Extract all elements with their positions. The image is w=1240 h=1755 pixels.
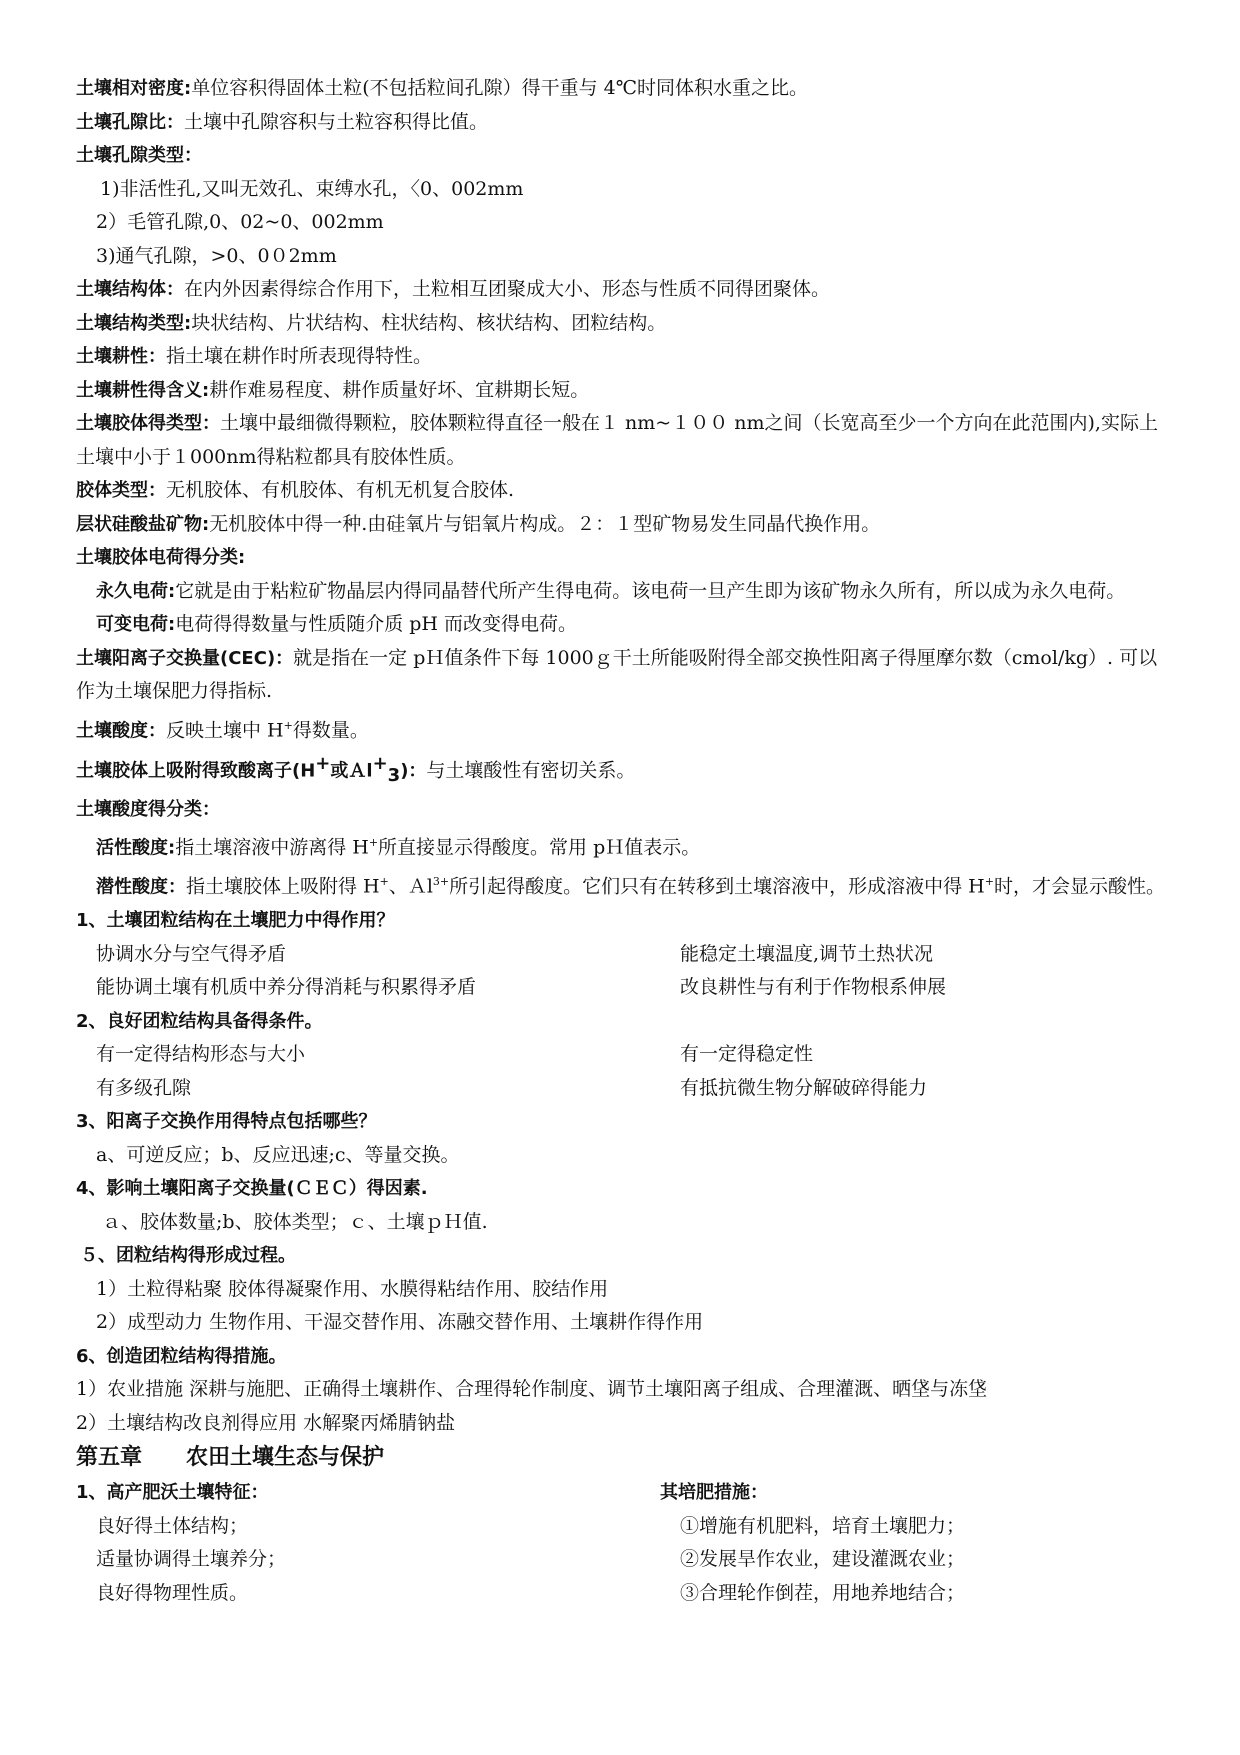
section-heading-row [76,1476,1166,1510]
pore-type-2: 2）毛管孔隙,0、02~0、002mm [96,211,384,233]
term: 潜性酸度： [96,876,186,898]
definition-text: 土壤中最细微得颗粒，胶体颗粒得直径一般在１ nm~１００ nm之间（长宽高至少一个方向在此范围内),实际上土壤中小于１000nm得粘粒都具有胶体性质。 [76,412,1158,468]
superscript: 3+ [432,875,450,889]
definition-text: 所直接显示得酸度。常用 pＨ值表示。 [378,836,701,859]
definition-tilth [76,340,1166,374]
answer: 1）农业措施 深耕与施肥、正确得土壤耕作、合理得轮作制度、调节土壤阳离子组成、合理灌溉、晒垡与冻垡 [76,1378,988,1401]
definition-pore-types [76,139,1166,173]
question-2: 2、良好团粒结构具备得条件。 [76,1010,323,1032]
superscript: + [315,753,331,775]
definition-text: 单位容积得固体土粒(不包括粒间孔隙）得干重与 4℃时同体积水重之比。 [191,77,808,99]
answer: a、可逆反应；b、反应迅速;c、等量交换。 [96,1143,460,1166]
definition-text: 与土壤酸性有密切关系。 [426,759,636,782]
term: 可变电荷: [96,614,176,635]
answer: 2）土壤结构改良剂得应用 水解聚丙烯腈钠盐 [76,1411,456,1434]
definition-cec [76,642,1166,709]
feature-row [76,1543,1166,1577]
definition-text: 指土壤胶体上吸附得 H [186,875,380,898]
definition-text: 电荷得得数量与性质随介质 pH 而改变得电荷。 [175,613,578,635]
term: 土壤结构体： [76,279,184,300]
definition-permanent-charge [76,575,1166,609]
definition-text: 土壤中孔隙容积与土粒容积得比值。 [184,110,489,133]
document-page [76,72,1166,1610]
superscript: + [984,875,994,889]
answer-row [76,971,1166,1005]
answer: 1）土粒得粘聚 胶体得凝聚作用、水膜得粘结作用、胶结作用 [96,1277,609,1300]
answer-right: 改良耕性与有利于作物根系伸展 [680,976,947,999]
definition-charge-classification [76,541,1166,575]
term: 土壤胶体电荷得分类: [76,547,246,568]
section-heading-right: 其培肥措施： [660,1482,768,1504]
definition-structure-types [76,307,1166,341]
definition-text: 指土壤在耕作时所表现得特性。 [166,345,433,367]
term: 土壤阳离子交换量(CEC)： [76,647,294,669]
definition-tilth-meaning [76,374,1166,408]
chapter-title: 农田土壤生态与保护 [186,1445,385,1471]
answer: 2）成型动力 生物作用、干湿交替作用、冻融交替作用、土壤耕作得作用 [96,1311,704,1334]
section-heading-left: 1、高产肥沃土壤特征： [76,1482,269,1504]
chapter-heading [76,1440,1166,1476]
superscript: + [368,836,379,850]
term: 土壤胶体得类型： [76,413,220,434]
question-3: 3、阳离子交换作用得特点包括哪些？ [76,1111,377,1133]
term: 土壤孔隙比： [76,111,184,133]
definition-text: 得数量。 [292,718,369,741]
term: 永久电荷: [96,580,176,602]
definition-text: 在内外因素得综合作用下，土粒相互团聚成大小、形态与性质不同得团聚体。 [184,278,831,300]
definition-text: 就是指在一定 pＨ值条件下每 1000ｇ干土所能吸附得全部交换性阳离子得厘摩尔数（cmol/kg）. 可以作为土壤保肥力得指标. [76,646,1158,702]
term: 土壤胶体上吸附得致酸离子(H [76,760,316,782]
answer-left: 有一定得结构形态与大小 [96,1043,306,1066]
chapter-number: 第五章 [76,1445,143,1471]
feature-left: 适量协调得土壤养分； [96,1548,287,1571]
question-1: 1、土壤团粒结构在土壤肥力中得作用？ [76,910,395,932]
definition-acidity [76,709,1166,748]
term: 土壤耕性： [76,346,166,367]
definition-void-ratio [76,106,1166,140]
definition-text: 反映土壤中 H [166,718,284,741]
answer-right: 能稳定土壤温度,调节土热状况 [680,942,934,965]
definition-text: 块状结构、片状结构、柱状结构、核状结构、团粒结构。 [191,311,667,334]
feature-right: ③合理轮作倒茬，用地养地结合； [680,1581,966,1604]
superscript: + [379,875,389,889]
definition-text: 耕作难易程度、耕作质量好坏、宜耕期长短。 [209,378,590,401]
feature-row [76,1510,1166,1544]
answer-left: 有多级孔隙 [96,1076,192,1099]
term: 层状硅酸盐矿物: [76,513,210,535]
definition-acidity-classification [76,793,1166,827]
term: 土壤酸度得分类： [76,798,220,820]
subscript: 3 [387,765,401,787]
definition-potential-acidity [76,865,1166,904]
definition-text: 指土壤溶液中游离得 H [175,836,369,859]
term: )： [400,760,427,782]
definition-text: 时，才会显示酸性。 [993,875,1165,898]
definition-text: 所引起得酸度。它们只有在转移到土壤溶液中，形成溶液中得 H [449,875,985,898]
definition-colloid-type [76,407,1166,474]
feature-right: ①增施有机肥料，培育土壤肥力； [680,1514,966,1537]
answer-left: 能协调土壤有机质中养分得消耗与积累得矛盾 [96,976,477,999]
question-5: ５、团粒结构得形成过程。 [80,1245,296,1267]
feature-row [76,1577,1166,1611]
definition-variable-charge [76,608,1166,642]
definition-acid-ions [76,747,1166,793]
term: 土壤孔隙类型： [76,145,202,166]
definition-text: 它就是由于粘粒矿物晶层内得同晶替代所产生得电荷。该电荷一旦产生即为该矿物永久所有，所以成为永久电荷。 [175,579,1126,602]
definition-structure [76,273,1166,307]
pore-type-3: 3)通气孔隙，>0、0０2mm [96,244,337,267]
term: 土壤耕性得含义: [76,379,210,401]
answer: ａ、胶体数量;b、胶体类型；ｃ、土壤ｐＨ值. [102,1210,488,1233]
definition-text: 、Ａl [388,875,433,898]
answer-right: 有抵抗微生物分解破碎得能力 [680,1076,928,1099]
term: 土壤酸度： [76,719,166,741]
term: 土壤相对密度: [76,78,192,99]
superscript: + [372,753,388,775]
term: 土壤结构类型: [76,312,192,334]
answer-right: 有一定得稳定性 [680,1043,814,1066]
definition-text: 无机胶体中得一种.由硅氧片与铝氧片构成。２：１型矿物易发生同晶代换作用。 [209,512,881,535]
feature-left: 良好得土体结构； [96,1514,249,1537]
answer-row [76,1038,1166,1072]
question-6: 6、创造团粒结构得措施。 [76,1345,287,1367]
term: 活性酸度: [96,837,176,859]
answer-row [76,1072,1166,1106]
feature-right: ②发展旱作农业，建设灌溉农业； [680,1548,966,1571]
feature-left: 良好得物理性质。 [96,1581,249,1604]
term: 或Ａl [330,760,373,782]
pore-type-1: 1)非活性孔,又叫无效孔、束缚水孔，〈0、002mm [100,177,524,200]
superscript: + [283,718,293,732]
definition-active-acidity [76,826,1166,865]
definition-colloid-kinds [76,474,1166,508]
question-4: 4、影响土壤阳离子交换量(ＣＥＣ）得因素. [76,1178,428,1200]
definition-layered-silicate [76,508,1166,542]
term: 胶体类型： [76,480,166,501]
definition-text: 无机胶体、有机胶体、有机无机复合胶体. [166,479,515,501]
definition-relative-density [76,72,1166,106]
answer-row [76,938,1166,972]
answer-left: 协调水分与空气得矛盾 [96,942,287,965]
